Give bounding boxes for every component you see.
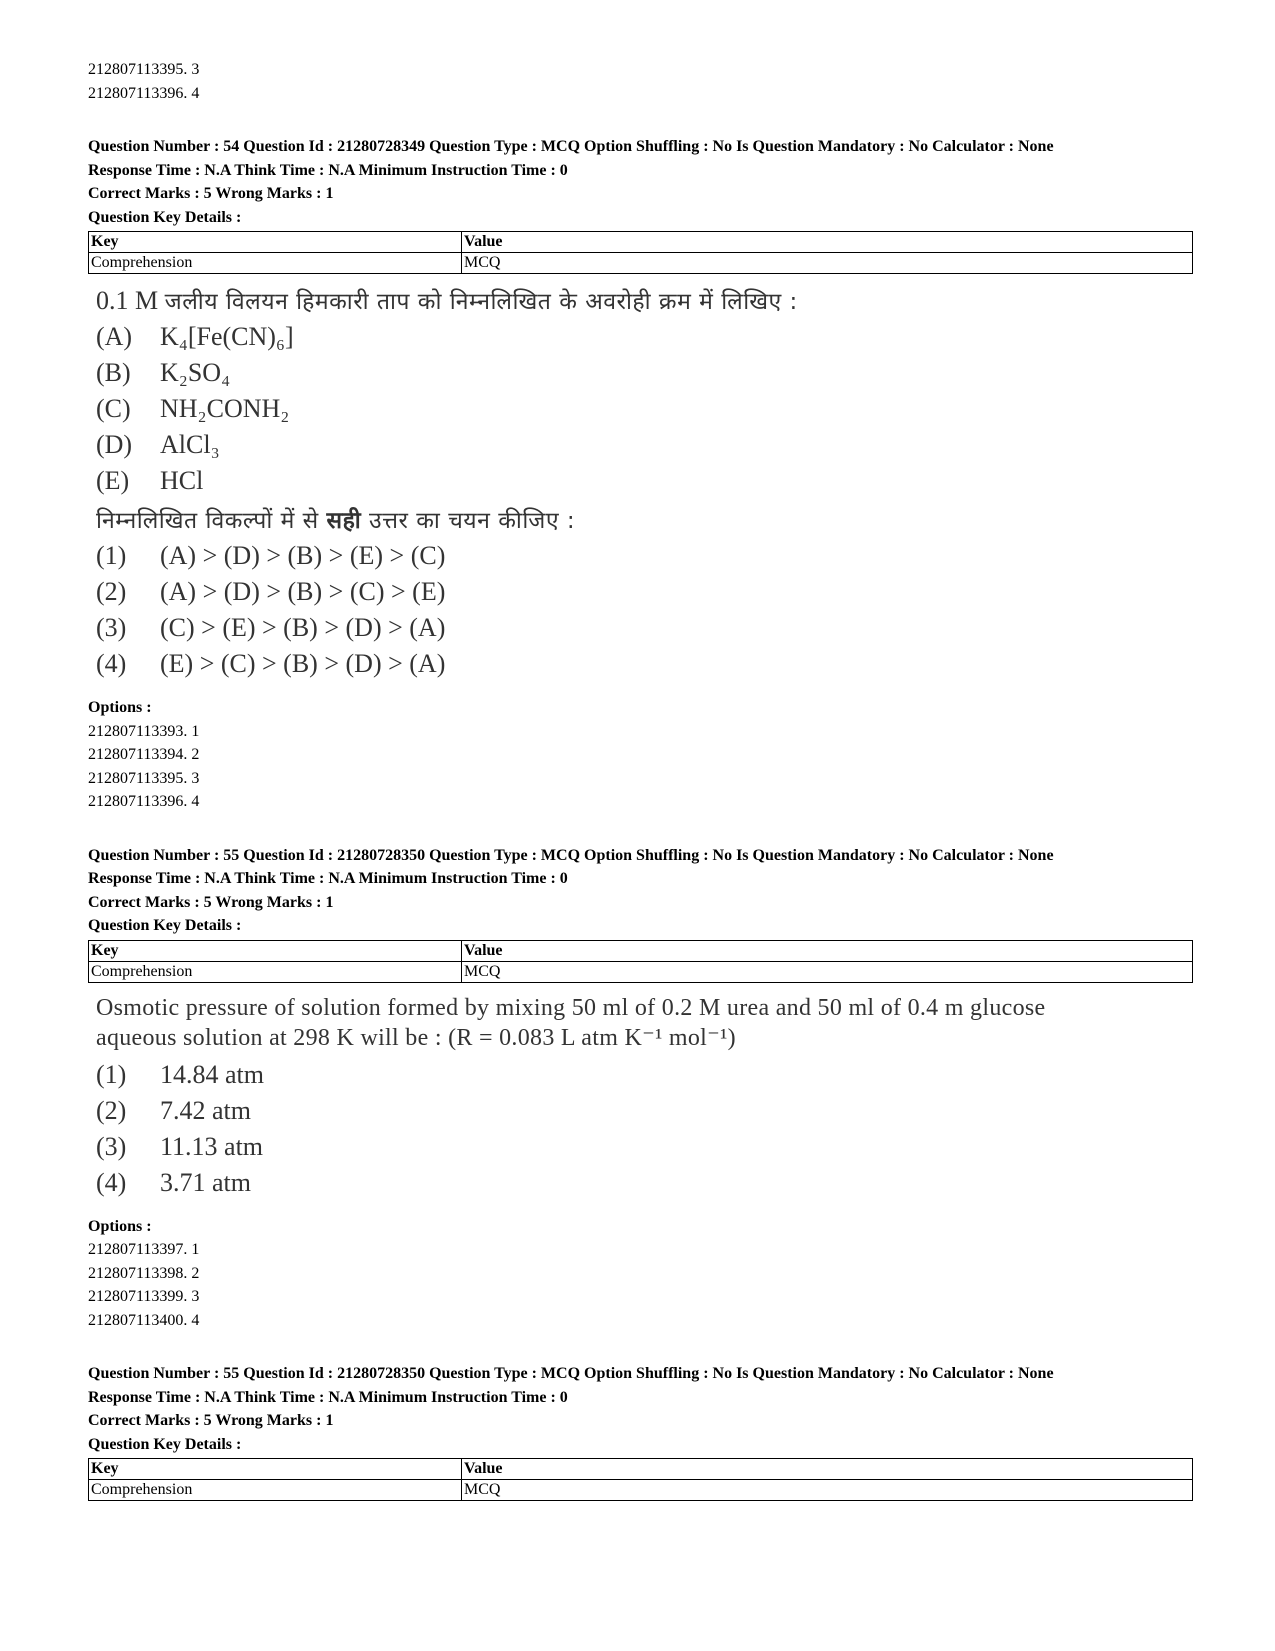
answer-choice — [88, 574, 1188, 610]
list-item — [88, 463, 1188, 499]
choice-text: (E) > (C) > (B) > (D) > (A) — [160, 649, 446, 678]
choice-text: (A) > (D) > (B) > (E) > (C) — [160, 541, 446, 570]
item-formula: K₄[Fe(CN)₆] — [160, 322, 294, 351]
table-header-row — [89, 1459, 1193, 1480]
question-meta: Question Number : 55 Question Id : 21280728350 Question Type : MCQ Option Shuffling : No Is Question Mandatory : No Calculator : None — [88, 846, 1054, 864]
stem-prefix: 0.1 M — [96, 286, 165, 315]
option-line: 212807113396. 4 — [88, 84, 200, 102]
option-line: 212807113400. 4 — [88, 1311, 200, 1329]
choice-label: (1) — [96, 541, 127, 570]
question-meta: Question Number : 54 Question Id : 21280728349 Question Type : MCQ Option Shuffling : No Is Question Mandatory : No Calculator : None — [88, 138, 1054, 155]
choice-label: (4) — [96, 1167, 127, 1197]
prev-options-list — [88, 58, 1188, 105]
item-label: (A) — [96, 322, 133, 351]
key-details-table — [88, 940, 1193, 983]
item-formula: AlCl₃ — [160, 430, 220, 459]
choice-label: (3) — [96, 1131, 127, 1161]
choice-text: 3.71 atm — [160, 1167, 251, 1197]
stem-hindi: जलीय विलयन हिमकारी ताप को निम्नलिखित के अवरोही क्रम में लिखिए : — [164, 289, 798, 315]
instruction-bold: सही — [326, 508, 362, 534]
answer-choice — [88, 1057, 1188, 1093]
key-details-label: Question Key Details : — [88, 208, 242, 226]
option-line: 212807113396. 4 — [88, 793, 200, 810]
choice-text: 7.42 atm — [160, 1095, 251, 1125]
table-row — [89, 1480, 1193, 1501]
table-cell-value: MCQ — [462, 1480, 1193, 1501]
options-title: Options : — [88, 699, 152, 716]
question-image — [88, 993, 1188, 1201]
item-formula: HCl — [160, 466, 204, 495]
table-header-value: Value — [462, 1459, 1193, 1480]
question-image — [88, 284, 1188, 682]
table-header-row — [89, 940, 1193, 961]
table-header-key: Key — [89, 940, 462, 961]
question-stem — [88, 284, 1188, 319]
answer-choice — [88, 1093, 1188, 1129]
list-item — [88, 319, 1188, 355]
option-line: 212807113397. 1 — [88, 1241, 200, 1258]
item-label: (B) — [96, 358, 131, 387]
choice-label: (3) — [96, 613, 127, 642]
key-details-table — [88, 231, 1193, 274]
question-marks: Correct Marks : 5 Wrong Marks : 1 — [88, 1412, 334, 1429]
choice-label: (4) — [96, 649, 127, 678]
item-label: (C) — [96, 394, 131, 423]
answer-choice — [88, 538, 1188, 574]
answer-choice — [88, 1165, 1188, 1201]
question-block-55 — [88, 844, 1188, 1333]
table-header-row — [89, 232, 1193, 253]
table-cell-key: Comprehension — [89, 1480, 462, 1501]
choice-label: (1) — [96, 1059, 127, 1089]
item-label: (D) — [96, 430, 133, 459]
option-line: 212807113393. 1 — [88, 722, 200, 740]
question-marks: Correct Marks : 5 Wrong Marks : 1 — [88, 893, 334, 911]
choice-text: (C) > (E) > (B) > (D) > (A) — [160, 613, 446, 642]
instruction-post: उत्तर का चयन कीजिए : — [361, 508, 576, 534]
table-row — [89, 253, 1193, 274]
question-block-54 — [88, 135, 1188, 814]
choice-text: 11.13 atm — [160, 1131, 264, 1161]
choice-label: (2) — [96, 577, 127, 606]
question-stem-line2: aqueous solution at 298 K will be : (R = 0.083 L atm K⁻¹ mol⁻¹) — [96, 1024, 736, 1051]
question-stem-line1: Osmotic pressure of solution formed by mixing 50 ml of 0.2 M urea and 50 ml of 0.4 m glucose — [96, 994, 1046, 1021]
question-block-55-repeat — [88, 1362, 1188, 1501]
question-timing: Response Time : N.A Think Time : N.A Minimum Instruction Time : 0 — [88, 870, 568, 887]
table-cell-value: MCQ — [462, 253, 1193, 274]
option-line: 212807113395. 3 — [88, 769, 200, 787]
document-page — [88, 58, 1188, 1501]
question-timing: Response Time : N.A Think Time : N.A Minimum Instruction Time : 0 — [88, 1388, 568, 1406]
table-row — [89, 961, 1193, 982]
table-cell-value: MCQ — [462, 961, 1193, 982]
option-line: 212807113395. 3 — [88, 61, 200, 78]
list-item — [88, 427, 1188, 463]
choice-text: (A) > (D) > (B) > (C) > (E) — [160, 577, 446, 606]
question-meta: Question Number : 55 Question Id : 21280728350 Question Type : MCQ Option Shuffling : No Is Question Mandatory : No Calculator : None — [88, 1365, 1054, 1382]
answer-choice — [88, 1129, 1188, 1165]
table-header-value: Value — [462, 940, 1193, 961]
question-marks: Correct Marks : 5 Wrong Marks : 1 — [88, 185, 334, 202]
options-title: Options : — [88, 1217, 152, 1235]
list-item — [88, 355, 1188, 391]
key-details-label: Question Key Details : — [88, 1435, 242, 1453]
table-cell-key: Comprehension — [89, 961, 462, 982]
table-header-key: Key — [89, 232, 462, 253]
table-header-key: Key — [89, 1459, 462, 1480]
choice-label: (2) — [96, 1095, 127, 1125]
question-timing: Response Time : N.A Think Time : N.A Minimum Instruction Time : 0 — [88, 161, 568, 179]
choice-text: 14.84 atm — [160, 1059, 264, 1089]
list-item — [88, 391, 1188, 427]
option-line: 212807113394. 2 — [88, 746, 200, 763]
answer-choice — [88, 646, 1188, 682]
table-header-value: Value — [462, 232, 1193, 253]
table-cell-key: Comprehension — [89, 253, 462, 274]
item-label: (E) — [96, 466, 130, 495]
question-instruction — [88, 503, 1188, 538]
option-line: 212807113399. 3 — [88, 1288, 200, 1305]
key-details-table — [88, 1458, 1193, 1501]
answer-choice — [88, 610, 1188, 646]
option-line: 212807113398. 2 — [88, 1264, 200, 1282]
item-formula: NH₂CONH₂ — [160, 394, 290, 423]
item-formula: K₂SO₄ — [160, 358, 231, 387]
instruction-pre: निम्नलिखित विकल्पों में से — [96, 508, 327, 534]
key-details-label: Question Key Details : — [88, 917, 242, 934]
